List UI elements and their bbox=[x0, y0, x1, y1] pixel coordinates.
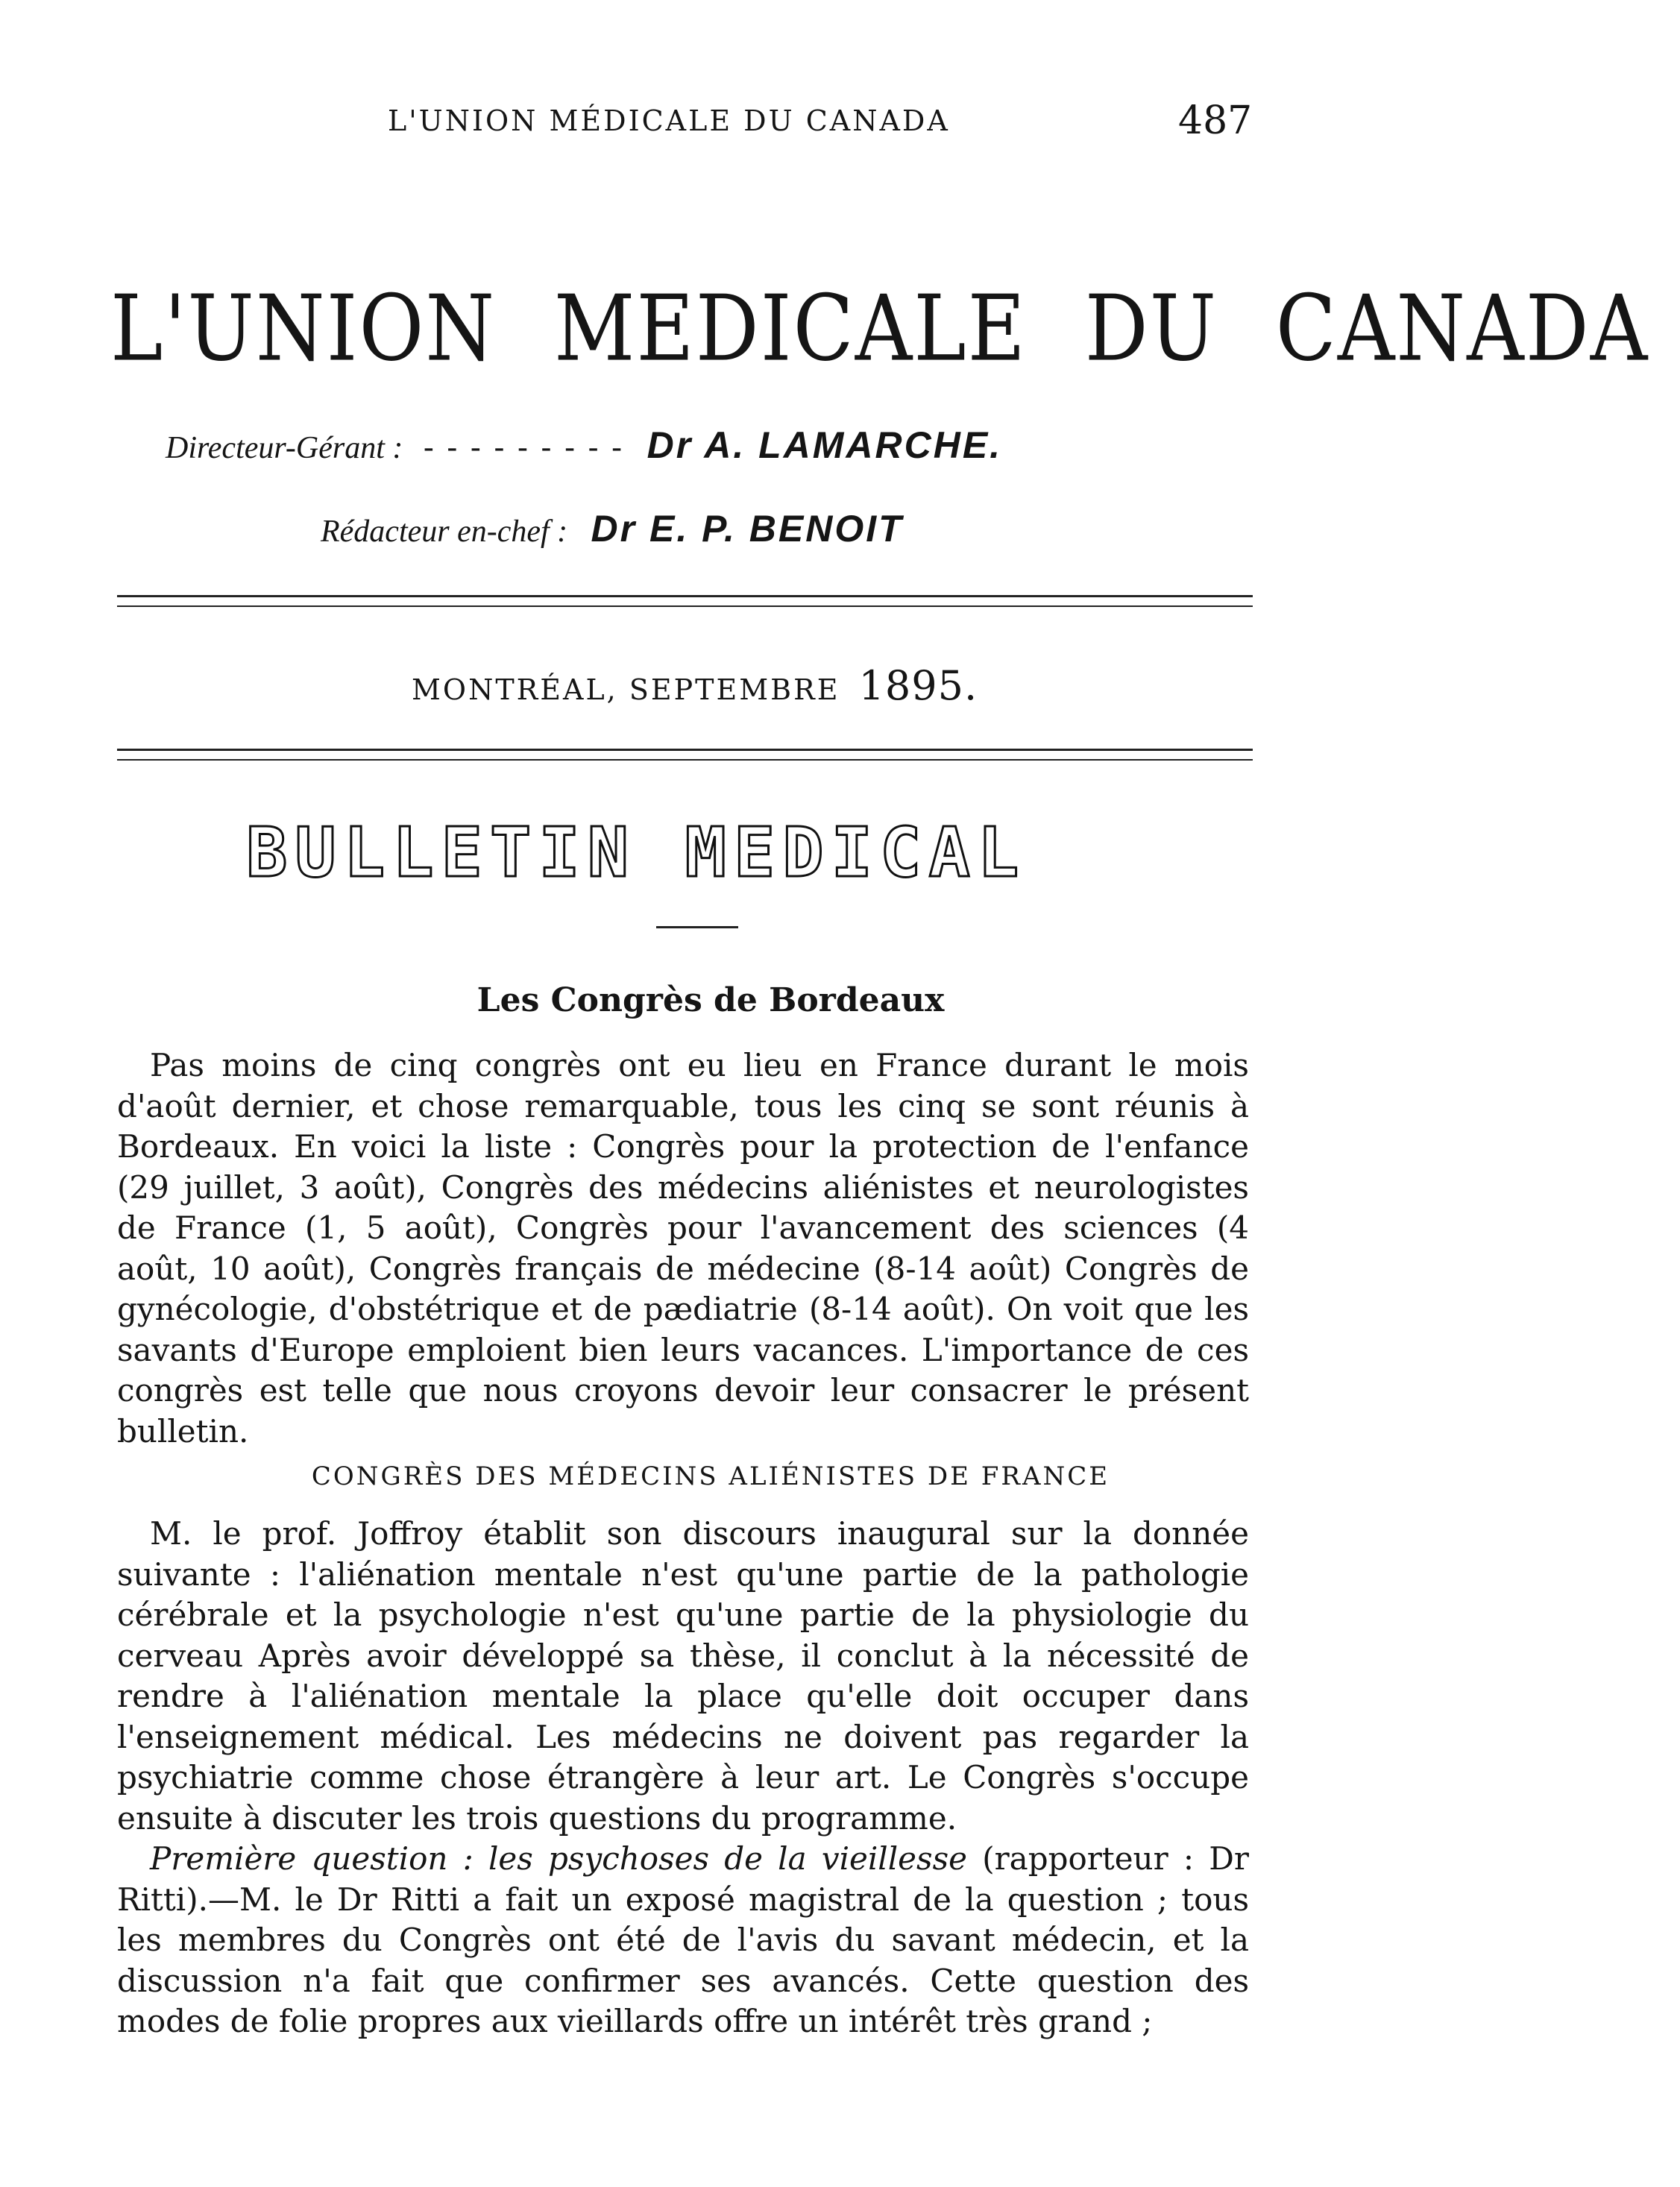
intro-paragraph: Pas moins de cinq congrès ont eu lieu en France durant le mois d'août dernier, et chose remarquable, tous les cinq se sont réunis à Bordeaux. En voici la liste : Congrès pour la protection de l'enfance (29 juillet, 3 août), Congrès des médecins aliénistes et neurologistes de France (1, 5 août), Congrès pour l'avancement des sciences (4 août, 10 août), Congrès français de médecine (8-14 août) Congrès de gynécologie, d'obstétrique et de pædiatrie (8-14 août). On voit que les savants d'Europe emploient bien leurs vacances. L'importance de ces congrès est telle que nous croyons devoir leur consacrer le présent bulletin. bbox=[117, 1047, 1249, 1450]
section-paragraph-block bbox=[117, 1514, 1249, 2042]
director-role: Directeur-Gérant : bbox=[166, 431, 403, 465]
question-rest: (rapporteur : Dr Ritti).—M. le Dr Ritti a fait un exposé magistral de la question ; tous les membres du Congrès ont été de l'avis du savant médecin, et la discussion n'a fait que confirmer ses avancés. Cette question des modes de folie propres aux vieillards offre un intérêt très grand ; bbox=[117, 1840, 1249, 2039]
director-line bbox=[166, 424, 1002, 467]
masthead-title bbox=[110, 276, 1649, 382]
question-paragraph bbox=[117, 1839, 1249, 2042]
question-label: Première question : bbox=[150, 1840, 474, 1877]
dateline-year: 1895. bbox=[858, 662, 978, 709]
masthead-word: L'UNION bbox=[110, 276, 497, 382]
dateline bbox=[412, 662, 978, 709]
director-leader-dots: - - - - - - - - - bbox=[423, 429, 624, 465]
editor-name: Dr E. P. BENOIT bbox=[591, 508, 904, 550]
dateline-place-month: MONTRÉAL, SEPTEMBRE bbox=[412, 673, 840, 706]
masthead-word: DU bbox=[1084, 276, 1218, 382]
double-rule-bottom bbox=[117, 749, 1253, 751]
question-topic: les psychoses de la vieillesse bbox=[488, 1840, 967, 1877]
page-number: 487 bbox=[1178, 98, 1253, 143]
section-divider bbox=[656, 926, 738, 928]
double-rule-top bbox=[117, 595, 1253, 597]
editor-line bbox=[321, 507, 904, 550]
double-rule-bottom-inner bbox=[117, 759, 1253, 761]
section-heading: CONGRÈS DES MÉDECINS ALIÉNISTES DE FRANCE bbox=[311, 1461, 1110, 1491]
article-title: Les Congrès de Bordeaux bbox=[476, 981, 945, 1019]
intro-paragraph-block bbox=[117, 1045, 1249, 1452]
masthead-word: MEDICALE bbox=[553, 276, 1028, 382]
running-head: L'UNION MÉDICALE DU CANADA bbox=[388, 104, 950, 137]
masthead-word: CANADA bbox=[1275, 276, 1649, 382]
director-name: Dr A. LAMARCHE. bbox=[646, 424, 1003, 466]
editor-role: Rédacteur en-chef : bbox=[321, 515, 568, 549]
double-rule-top-inner bbox=[117, 605, 1253, 607]
section-paragraph: M. le prof. Joffroy établit son discours inaugural sur la donnée suivante : l'aliénation mentale n'est qu'une partie de la pathologie cérébrale et la psychologie n'est qu'une partie de la physiologie du cerveau Après avoir développé sa thèse, il conclut à la nécessité de rendre à l'aliénation mentale la place qu'elle doit occuper dans l'enseignement médical. Les médecins ne doivent pas regarder la psychiatrie comme chose étrangère à leur art. Le Congrès s'occupe ensuite à discuter les trois questions du programme. bbox=[117, 1515, 1249, 1837]
bulletin-title: BULLETIN MEDICAL bbox=[246, 813, 1027, 893]
